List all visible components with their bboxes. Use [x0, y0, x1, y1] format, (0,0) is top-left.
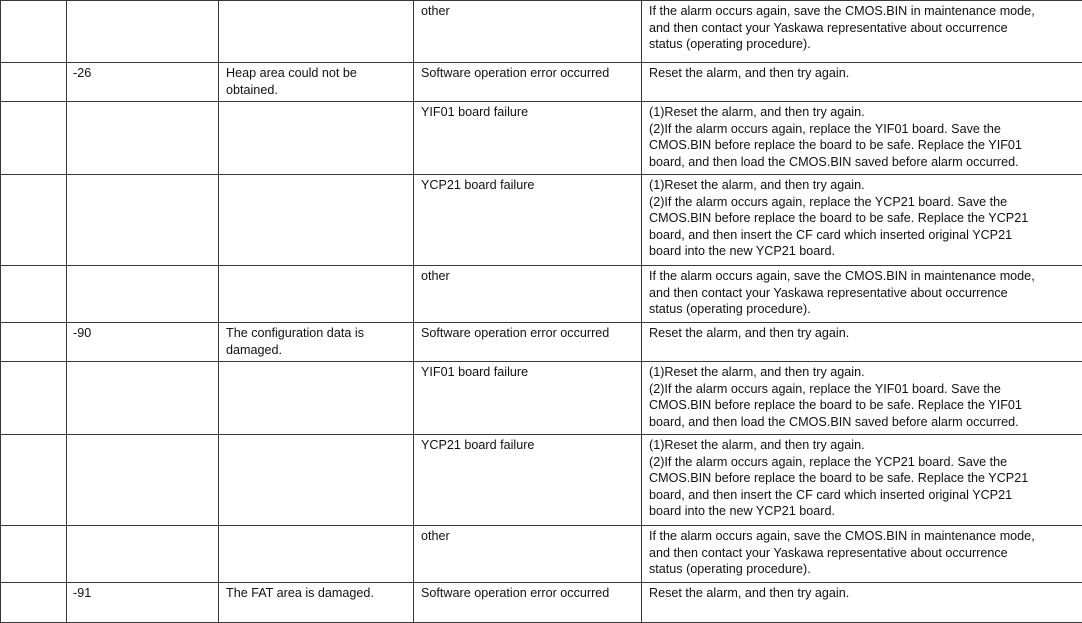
remedy-line: CMOS.BIN before replace the board to be safe. Replace the YIF01 — [649, 137, 1081, 154]
remedy-line: (1)Reset the alarm, and then try again. — [649, 104, 1081, 121]
remedy-line: and then contact your Yaskawa representative about occurrence — [649, 285, 1081, 302]
code-cell: -90 — [67, 323, 219, 362]
code-cell — [67, 362, 219, 435]
remedy-line: board, and then load the CMOS.BIN saved before alarm occurred. — [649, 414, 1081, 431]
cause-cell: other — [414, 1, 642, 63]
remedy-line: (2)If the alarm occurs again, replace the YCP21 board. Save the — [649, 194, 1081, 211]
cause-cell: Software operation error occurred — [414, 323, 642, 362]
table-row — [1, 435, 1082, 526]
code-cell — [67, 175, 219, 266]
remedy-cell — [642, 526, 1082, 583]
code-cell — [67, 266, 219, 323]
table-row — [1, 583, 1082, 623]
remedy-cell — [642, 583, 1082, 623]
table-body — [1, 1, 1082, 623]
remedy-line: (2)If the alarm occurs again, replace the YIF01 board. Save the — [649, 381, 1081, 398]
blank-cell — [1, 323, 67, 362]
description-cell — [219, 102, 414, 175]
code-cell: -91 — [67, 583, 219, 623]
description-cell — [219, 526, 414, 583]
description-cell: Heap area could not be obtained. — [219, 63, 414, 102]
blank-cell — [1, 63, 67, 102]
remedy-cell — [642, 266, 1082, 323]
blank-cell — [1, 526, 67, 583]
blank-cell — [1, 266, 67, 323]
table-row — [1, 526, 1082, 583]
remedy-line: CMOS.BIN before replace the board to be safe. Replace the YCP21 — [649, 210, 1081, 227]
table-row — [1, 323, 1082, 362]
remedy-cell — [642, 63, 1082, 102]
blank-cell — [1, 175, 67, 266]
remedy-line: board into the new YCP21 board. — [649, 503, 1081, 520]
cause-cell: YCP21 board failure — [414, 175, 642, 266]
description-cell — [219, 1, 414, 63]
blank-cell — [1, 435, 67, 526]
description-cell — [219, 266, 414, 323]
description-cell — [219, 175, 414, 266]
remedy-line: board, and then load the CMOS.BIN saved before alarm occurred. — [649, 154, 1081, 171]
remedy-line: If the alarm occurs again, save the CMOS.BIN in maintenance mode, — [649, 528, 1081, 545]
code-cell — [67, 102, 219, 175]
remedy-line: board, and then insert the CF card which inserted original YCP21 — [649, 227, 1081, 244]
cause-cell: Software operation error occurred — [414, 583, 642, 623]
remedy-line: If the alarm occurs again, save the CMOS.BIN in maintenance mode, — [649, 268, 1081, 285]
cause-cell: YIF01 board failure — [414, 362, 642, 435]
remedy-cell — [642, 323, 1082, 362]
table-row — [1, 362, 1082, 435]
remedy-line: (1)Reset the alarm, and then try again. — [649, 364, 1081, 381]
remedy-line: and then contact your Yaskawa representative about occurrence — [649, 545, 1081, 562]
remedy-cell — [642, 102, 1082, 175]
remedy-cell — [642, 362, 1082, 435]
remedy-line: Reset the alarm, and then try again. — [649, 585, 1081, 602]
remedy-line: and then contact your Yaskawa representative about occurrence — [649, 20, 1081, 37]
cause-cell: Software operation error occurred — [414, 63, 642, 102]
remedy-line: status (operating procedure). — [649, 36, 1081, 53]
remedy-cell — [642, 1, 1082, 63]
cause-cell: other — [414, 526, 642, 583]
remedy-cell — [642, 435, 1082, 526]
remedy-line: If the alarm occurs again, save the CMOS.BIN in maintenance mode, — [649, 3, 1081, 20]
remedy-line: (1)Reset the alarm, and then try again. — [649, 177, 1081, 194]
remedy-line: (1)Reset the alarm, and then try again. — [649, 437, 1081, 454]
remedy-line: (2)If the alarm occurs again, replace the YIF01 board. Save the — [649, 121, 1081, 138]
table-row — [1, 175, 1082, 266]
code-cell — [67, 526, 219, 583]
remedy-line: (2)If the alarm occurs again, replace the YCP21 board. Save the — [649, 454, 1081, 471]
remedy-line: CMOS.BIN before replace the board to be safe. Replace the YCP21 — [649, 470, 1081, 487]
table-row — [1, 102, 1082, 175]
remedy-line: Reset the alarm, and then try again. — [649, 325, 1081, 342]
table-row — [1, 1, 1082, 63]
table-row — [1, 63, 1082, 102]
remedy-line: status (operating procedure). — [649, 561, 1081, 578]
code-cell: -26 — [67, 63, 219, 102]
remedy-line: board into the new YCP21 board. — [649, 243, 1081, 260]
remedy-line: status (operating procedure). — [649, 301, 1081, 318]
table-row — [1, 266, 1082, 323]
blank-cell — [1, 583, 67, 623]
blank-cell — [1, 362, 67, 435]
description-cell: The FAT area is damaged. — [219, 583, 414, 623]
description-cell — [219, 362, 414, 435]
blank-cell — [1, 102, 67, 175]
description-cell — [219, 435, 414, 526]
code-cell — [67, 1, 219, 63]
cause-cell: YCP21 board failure — [414, 435, 642, 526]
description-cell: The configuration data is damaged. — [219, 323, 414, 362]
remedy-cell — [642, 175, 1082, 266]
cause-cell: YIF01 board failure — [414, 102, 642, 175]
remedy-line: board, and then insert the CF card which inserted original YCP21 — [649, 487, 1081, 504]
remedy-line: Reset the alarm, and then try again. — [649, 65, 1081, 82]
cause-cell: other — [414, 266, 642, 323]
blank-cell — [1, 1, 67, 63]
remedy-line: CMOS.BIN before replace the board to be safe. Replace the YIF01 — [649, 397, 1081, 414]
code-cell — [67, 435, 219, 526]
